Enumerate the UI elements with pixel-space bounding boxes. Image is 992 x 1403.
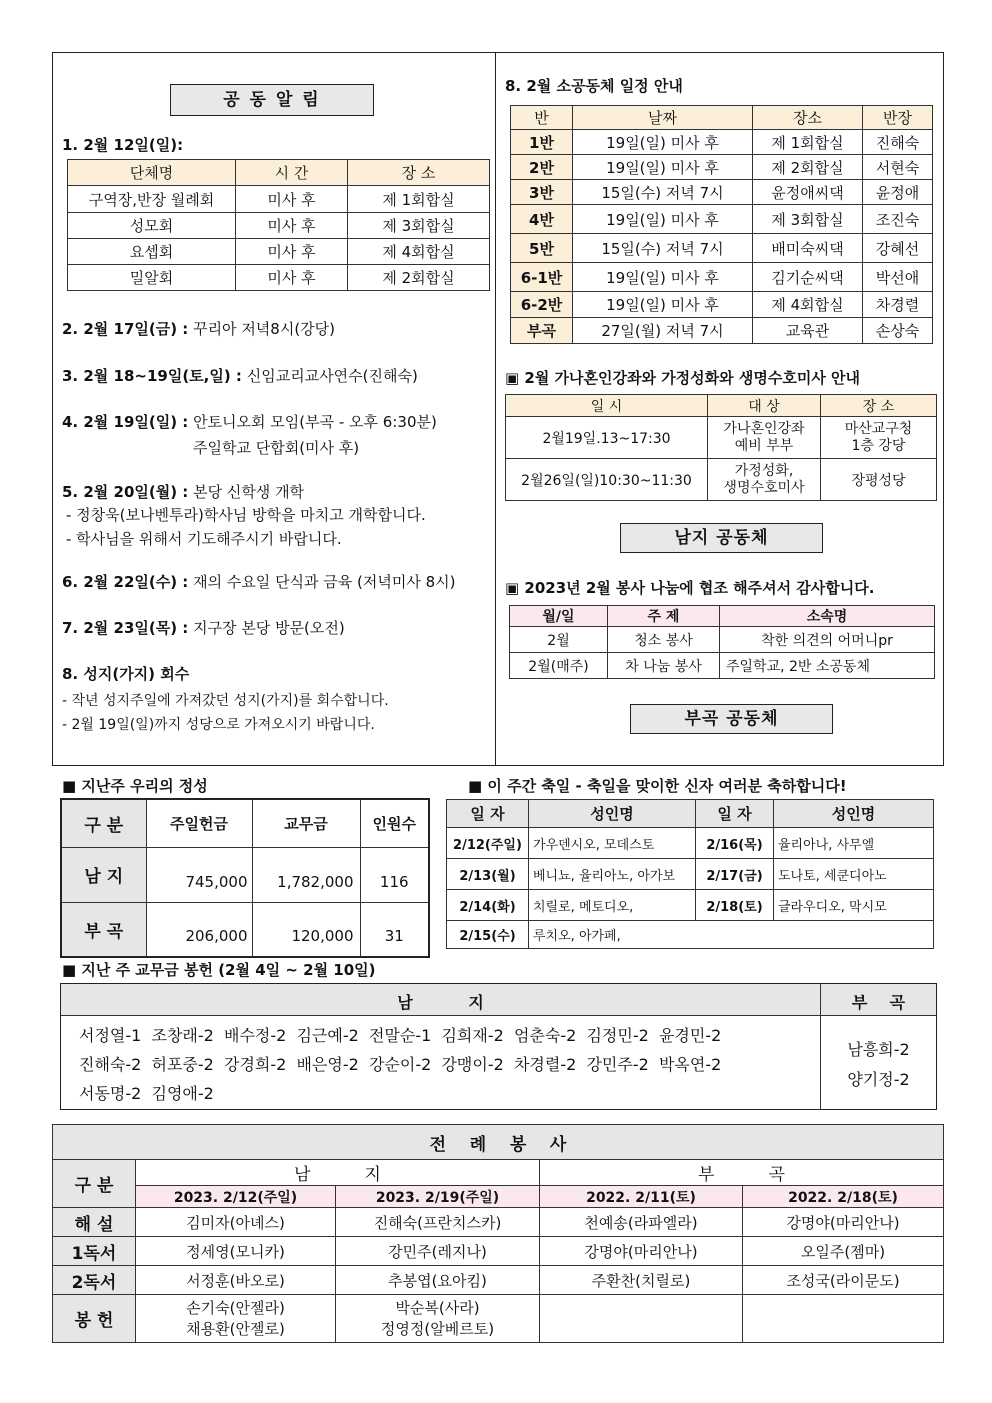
offering-header: 주일헌금 bbox=[146, 799, 252, 847]
offering-cell: 1,782,000 bbox=[252, 847, 360, 902]
feast-saint: 치릴로, 메토디오, bbox=[529, 890, 696, 921]
small-comm-cell: 19일(일) 미사 후 bbox=[573, 292, 753, 318]
item4-text2: 주일학교 단합회(미사 후) bbox=[193, 439, 360, 457]
small-comm-cell: 제 4회합실 bbox=[753, 292, 863, 318]
small-comm-header: 반장 bbox=[863, 106, 933, 130]
offering-cell: 116 bbox=[360, 847, 429, 902]
item5-head: 5. 2월 20일(월) : bbox=[62, 483, 189, 501]
feast-empty bbox=[774, 921, 934, 949]
marriage-cell: 2월26일(일)10:30~11:30 bbox=[506, 459, 708, 501]
small-comm-cell: 15일(수) 저녁 7시 bbox=[573, 180, 753, 205]
small-comm-cell: 6-1반 bbox=[511, 263, 573, 292]
service-table bbox=[509, 605, 935, 679]
small-comm-cell: 박선애 bbox=[863, 263, 933, 292]
small-comm-table bbox=[510, 105, 933, 344]
item1-cell: 성모회 bbox=[68, 213, 236, 239]
small-comm-cell: 차경렬 bbox=[863, 292, 933, 318]
offering-head: ■ 지난주 우리의 정성 bbox=[62, 777, 208, 795]
service-header: 월/일 bbox=[510, 606, 608, 627]
liturgy-date: 2022. 2/18(토) bbox=[743, 1186, 944, 1208]
feast-saint: 가우덴시오, 모데스토 bbox=[529, 828, 696, 859]
service-cell: 착한 의견의 어머니pr bbox=[720, 627, 935, 653]
marriage-header: 일 시 bbox=[506, 395, 708, 417]
marriage-cell: 마산교구청 1층 강당 bbox=[821, 417, 937, 459]
item1-cell: 제 4회합실 bbox=[348, 239, 490, 265]
small-comm-header: 날짜 bbox=[573, 106, 753, 130]
liturgy-cell: 정세영(모니카) bbox=[136, 1237, 336, 1266]
small-comm-cell: 제 2회합실 bbox=[753, 155, 863, 180]
common-notice-title: 공 동 알 림 bbox=[170, 84, 374, 116]
small-comm-cell: 19일(일) 미사 후 bbox=[573, 155, 753, 180]
liturgy-cell: 천예송(라파엘라) bbox=[540, 1208, 743, 1237]
liturgy-cell: 진해숙(프란치스카) bbox=[336, 1208, 540, 1237]
liturgy-cell: 김미자(아녜스) bbox=[136, 1208, 336, 1237]
item1-cell: 제 1회합실 bbox=[348, 186, 490, 213]
marriage-cell: 2월19일.13~17:30 bbox=[506, 417, 708, 459]
small-comm-cell: 강혜선 bbox=[863, 234, 933, 263]
liturgy-cell: 주환찬(치릴로) bbox=[540, 1266, 743, 1295]
center-divider bbox=[495, 52, 496, 766]
dues-bugok-line1: 남흥희-2 bbox=[847, 1040, 910, 1059]
liturgy-row-label: 봉 헌 bbox=[53, 1295, 136, 1343]
small-comm-cell: 5반 bbox=[511, 234, 573, 263]
marriage-table bbox=[505, 394, 937, 501]
feast-date: 2/15(수) bbox=[447, 921, 529, 949]
item2-head: 2. 2월 17일(금) : bbox=[62, 320, 189, 338]
feast-head: ■ 이 주간 축일 - 축일을 맞이한 신자 여러분 축하합니다! bbox=[468, 777, 847, 795]
item4 bbox=[62, 411, 437, 432]
liturgy-date: 2023. 2/19(주일) bbox=[336, 1186, 540, 1208]
item3 bbox=[62, 365, 418, 386]
offering-row-label: 부 곡 bbox=[61, 902, 146, 957]
item1-cell: 제 2회합실 bbox=[348, 265, 490, 291]
dues-bugok-line2: 양기정-2 bbox=[847, 1070, 910, 1089]
liturgy-date: 2022. 2/11(토) bbox=[540, 1186, 743, 1208]
feast-saint: 베니뇨, 율리아노, 아가보 bbox=[529, 859, 696, 890]
item1-header: 시 간 bbox=[236, 160, 348, 186]
feast-date: 2/13(월) bbox=[447, 859, 529, 890]
item1-cell: 밀알회 bbox=[68, 265, 236, 291]
offering-row-label: 남 지 bbox=[61, 847, 146, 902]
small-comm-cell: 제 3회합실 bbox=[753, 205, 863, 234]
item2-text: 꾸리아 저녁8시(강당) bbox=[193, 320, 336, 338]
feast-saint: 글라우디오, 막시모 bbox=[774, 890, 934, 921]
namji-community-title: 남지 공동체 bbox=[620, 523, 823, 553]
item5-sub2: - 학사님을 위해서 기도해주시기 바랍니다. bbox=[66, 530, 342, 548]
small-comm-cell: 19일(일) 미사 후 bbox=[573, 263, 753, 292]
feast-header: 일 자 bbox=[696, 800, 774, 828]
service-cell: 차 나눔 봉사 bbox=[608, 653, 720, 679]
marriage-cell: 가정성화, 생명수호미사 bbox=[708, 459, 821, 501]
service-cell: 청소 봉사 bbox=[608, 627, 720, 653]
liturgy-title: 전 례 봉 사 bbox=[53, 1125, 944, 1160]
feast-date: 2/12(주일) bbox=[447, 828, 529, 859]
small-comm-cell: 서현숙 bbox=[863, 155, 933, 180]
small-comm-cell: 19일(일) 미사 후 bbox=[573, 205, 753, 234]
feast-saint: 율리아나, 사무엘 bbox=[774, 828, 934, 859]
item1-table bbox=[67, 159, 490, 291]
item1-cell: 구역장,반장 월례회 bbox=[68, 186, 236, 213]
dues-namji-line1: 서정열-1 조창래-2 배수정-2 김근예-2 전말순-1 김희재-2 엄춘숙-2 김정민-2 윤경민-2 bbox=[79, 1026, 722, 1045]
liturgy-row-label: 해 설 bbox=[53, 1208, 136, 1237]
feast-empty bbox=[696, 921, 774, 949]
offering-header: 인원수 bbox=[360, 799, 429, 847]
small-comm-cell: 15일(수) 저녁 7시 bbox=[573, 234, 753, 263]
item1-cell: 미사 후 bbox=[236, 213, 348, 239]
feast-date: 2/14(화) bbox=[447, 890, 529, 921]
marriage-head: ▣ 2월 가나혼인강좌와 가정성화와 생명수호미사 안내 bbox=[505, 369, 861, 387]
feast-date: 2/17(금) bbox=[696, 859, 774, 890]
item1-cell: 요셉회 bbox=[68, 239, 236, 265]
liturgy-cell: 서정훈(바오로) bbox=[136, 1266, 336, 1295]
item8-sub2: - 2월 19일(일)까지 성당으로 가져오시기 바랍니다. bbox=[62, 717, 375, 733]
small-comm-cell: 제 1회합실 bbox=[753, 130, 863, 155]
small-comm-cell: 진해숙 bbox=[863, 130, 933, 155]
small-comm-cell: 4반 bbox=[511, 205, 573, 234]
liturgy-cell: 강명야(마리안나) bbox=[743, 1208, 944, 1237]
item1-header: 단체명 bbox=[68, 160, 236, 186]
item4-text1: 안토니오회 모임(부곡 - 오후 6:30분) bbox=[193, 413, 437, 431]
offering-header: 교무금 bbox=[252, 799, 360, 847]
offering-cell: 31 bbox=[360, 902, 429, 957]
marriage-cell: 장평성당 bbox=[821, 459, 937, 501]
liturgy-bugok: 부 곡 bbox=[540, 1160, 944, 1186]
small-comm-cell: 교육관 bbox=[753, 318, 863, 344]
item3-text: 신임교리교사연수(진해숙) bbox=[246, 367, 418, 385]
item1-cell: 미사 후 bbox=[236, 265, 348, 291]
item7-text: 지구장 본당 방문(오전) bbox=[193, 619, 345, 637]
marriage-header: 대 상 bbox=[708, 395, 821, 417]
offering-cell: 120,000 bbox=[252, 902, 360, 957]
item1-header: 장 소 bbox=[348, 160, 490, 186]
feast-date: 2/16(목) bbox=[696, 828, 774, 859]
offering-header: 구 분 bbox=[61, 799, 146, 847]
dues-namji-line3: 서동명-2 김영애-2 bbox=[79, 1084, 214, 1103]
service-cell: 주일학교, 2반 소공동체 bbox=[720, 653, 935, 679]
feast-header: 성인명 bbox=[529, 800, 696, 828]
liturgy-cell bbox=[540, 1295, 743, 1343]
small-comm-cell: 3반 bbox=[511, 180, 573, 205]
item5 bbox=[62, 481, 304, 502]
small-comm-cell: 27일(월) 저녁 7시 bbox=[573, 318, 753, 344]
small-comm-cell: 조진숙 bbox=[863, 205, 933, 234]
liturgy-cell: 손기숙(안젤라) 채용환(안젤로) bbox=[136, 1295, 336, 1343]
bugok-community-title: 부곡 공동체 bbox=[630, 704, 833, 734]
small-comm-cell: 6-2반 bbox=[511, 292, 573, 318]
liturgy-cell: 조성국(라이문도) bbox=[743, 1266, 944, 1295]
marriage-cell: 가나혼인강좌 예비 부부 bbox=[708, 417, 821, 459]
liturgy-cell: 추봉엽(요아킴) bbox=[336, 1266, 540, 1295]
feast-header: 일 자 bbox=[447, 800, 529, 828]
feast-header: 성인명 bbox=[774, 800, 934, 828]
service-header: 주 제 bbox=[608, 606, 720, 627]
feast-saint: 도나토, 세쿤디아노 bbox=[774, 859, 934, 890]
liturgy-cell: 강민주(레지나) bbox=[336, 1237, 540, 1266]
liturgy-cell bbox=[743, 1295, 944, 1343]
item8-sub1: - 작년 성지주일에 가져갔던 성지(가지)를 회수합니다. bbox=[62, 693, 389, 709]
liturgy-cell: 박순복(사라) 정영정(알베르토) bbox=[336, 1295, 540, 1343]
small-comm-cell: 김기순씨댁 bbox=[753, 263, 863, 292]
item8-head: 8. 성지(가지) 회수 bbox=[62, 665, 190, 683]
service-head: ▣ 2023년 2월 봉사 나눔에 협조 해주셔서 감사합니다. bbox=[505, 579, 875, 597]
liturgy-cell: 강명야(마리안나) bbox=[540, 1237, 743, 1266]
small-comm-cell: 2반 bbox=[511, 155, 573, 180]
item1-cell: 제 3회합실 bbox=[348, 213, 490, 239]
service-cell: 2월 bbox=[510, 627, 608, 653]
small-comm-cell: 배미숙씨댁 bbox=[753, 234, 863, 263]
item7 bbox=[62, 617, 345, 638]
item1-cell: 미사 후 bbox=[236, 239, 348, 265]
small-comm-cell: 부곡 bbox=[511, 318, 573, 344]
liturgy-date: 2023. 2/12(주일) bbox=[136, 1186, 336, 1208]
small-comm-cell: 19일(일) 미사 후 bbox=[573, 130, 753, 155]
item6-text: 재의 수요일 단식과 금육 (저녁미사 8시) bbox=[193, 573, 456, 591]
dues-namji-line2: 진해숙-2 허포중-2 강경희-2 배은영-2 강순이-2 강맹이-2 차경렬-2 강민주-2 박옥연-2 bbox=[79, 1055, 722, 1074]
item4-head: 4. 2월 19일(일) : bbox=[62, 413, 189, 431]
small-comm-header: 반 bbox=[511, 106, 573, 130]
marriage-header: 장 소 bbox=[821, 395, 937, 417]
liturgy-col-label: 구 분 bbox=[53, 1160, 136, 1208]
offering-cell: 745,000 bbox=[146, 847, 252, 902]
small-comm-cell: 손상숙 bbox=[863, 318, 933, 344]
liturgy-row-label: 1독서 bbox=[53, 1237, 136, 1266]
item6-head: 6. 2월 22일(수) : bbox=[62, 573, 189, 591]
item5-text: 본당 신학생 개학 bbox=[193, 483, 305, 501]
offering-cell: 206,000 bbox=[146, 902, 252, 957]
service-cell: 2월(매주) bbox=[510, 653, 608, 679]
service-header: 소속명 bbox=[720, 606, 935, 627]
item6 bbox=[62, 571, 456, 592]
item7-head: 7. 2월 23일(목) : bbox=[62, 619, 189, 637]
small-comm-head: 8. 2월 소공동체 일정 안내 bbox=[505, 77, 683, 95]
feast-saint: 루치오, 아가페, bbox=[529, 921, 696, 949]
item5-sub1: - 정창욱(보나벤투라)학사님 방학을 마치고 개학합니다. bbox=[66, 506, 426, 524]
dues-bugok-header: 부 곡 bbox=[851, 993, 906, 1012]
feast-table bbox=[446, 799, 934, 949]
small-comm-header: 장소 bbox=[753, 106, 863, 130]
item1-cell: 미사 후 bbox=[236, 186, 348, 213]
liturgy-table bbox=[52, 1124, 944, 1343]
small-comm-cell: 1반 bbox=[511, 130, 573, 155]
item1-head: 1. 2월 12일(일): bbox=[62, 136, 184, 154]
small-comm-cell: 윤정애 bbox=[863, 180, 933, 205]
offering-table bbox=[60, 798, 430, 958]
dues-namji-header: 남 지 bbox=[397, 993, 484, 1012]
item2 bbox=[62, 318, 335, 339]
item3-head: 3. 2월 18~19일(토,일) : bbox=[62, 367, 242, 385]
liturgy-namji: 남 지 bbox=[136, 1160, 540, 1186]
liturgy-row-label: 2독서 bbox=[53, 1266, 136, 1295]
feast-date: 2/18(토) bbox=[696, 890, 774, 921]
dues-head: ■ 지난 주 교무금 봉헌 (2월 4일 ~ 2월 10일) bbox=[62, 961, 376, 979]
small-comm-cell: 윤정애씨댁 bbox=[753, 180, 863, 205]
liturgy-cell: 오일주(젬마) bbox=[743, 1237, 944, 1266]
